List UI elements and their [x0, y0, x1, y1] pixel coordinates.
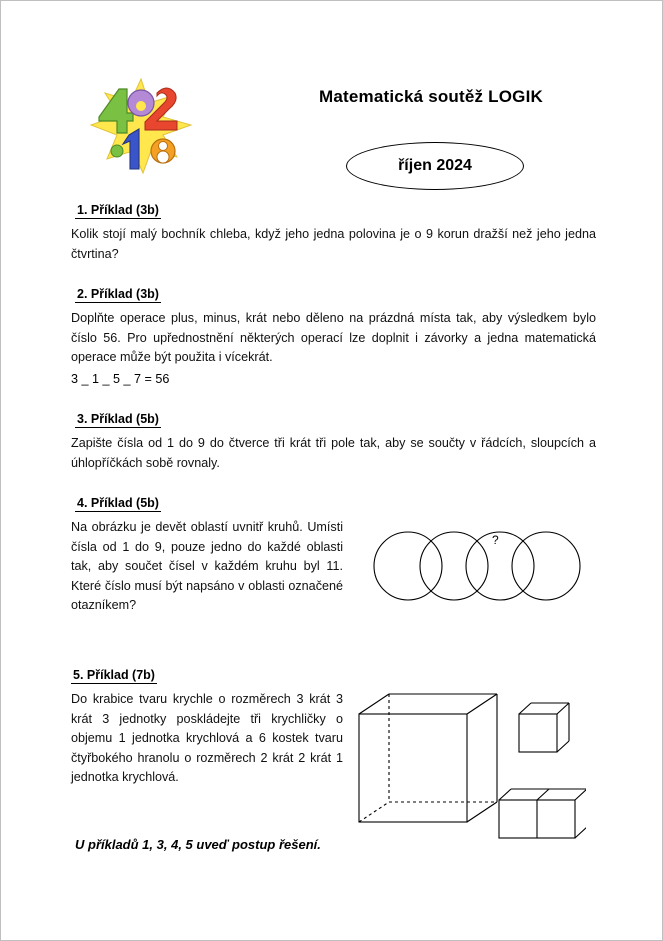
problem-2-text: Doplňte operace plus, minus, krát nebo děleno na prázdná místa tak, aby výsledkem bylo číslo 56. Pro upřednostnění některých operací lze doplnit i závorky a jedna matematická operace může být použita i vícekrát. [71, 311, 596, 365]
date-badge: říjen 2024 [346, 142, 524, 190]
problem-4 [71, 494, 596, 629]
footer-note: U příkladů 1, 3, 4, 5 uveď postup řešení. [75, 837, 321, 852]
problem-4-text: Na obrázku je devět oblastí uvnitř kruhů. Umísti čísla od 1 do 9, pouze jedno do každé oblasti tak, aby součet čísel v každém kruhu byl 11. Které číslo musí být napsáno v oblasti označené otazníkem? [71, 520, 343, 613]
problem-5-heading: 5. Příklad (7b) [73, 668, 155, 683]
problem-1 [71, 201, 596, 264]
page-title: Matematická soutěž LOGIK [319, 87, 543, 106]
problems-container [71, 201, 596, 859]
problem-4-heading: 4. Příklad (5b) [77, 496, 159, 511]
document-header [71, 63, 601, 193]
problem-3-heading: 3. Příklad (5b) [77, 412, 159, 427]
logik-numbers-logo [79, 73, 204, 178]
problem-3 [71, 410, 596, 473]
problem-3-text: Zapište čísla od 1 do 9 do čtverce tři krát tři pole tak, aby se součty v řádcích, sloupcích a úhlopříčkách sobě rovnaly. [71, 436, 596, 470]
problem-1-text: Kolik stojí malý bochník chleba, když jeho jedna polovina je o 9 korun dražší než jeho jedna čtvrtina? [71, 227, 596, 261]
problem-2 [71, 285, 596, 389]
problem-2-heading: 2. Příklad (3b) [77, 287, 159, 302]
cube-figure [351, 688, 586, 858]
circles-question-mark: ? [492, 533, 499, 548]
circles-figure [366, 514, 596, 619]
problem-5-text: Do krabice tvaru krychle o rozměrech 3 krát 3 krát 3 jednotky poskládejte tři krychličky o objemu 1 jednotka krychlová a 6 kostek tvaru čtyřbokého hranolu o rozměrech 2 krát 2 krát 1 jednotka krychlová. [71, 692, 343, 785]
problem-2-equation: 3 _ 1 _ 5 _ 7 = 56 [71, 371, 170, 386]
problem-1-heading: 1. Příklad (3b) [77, 203, 159, 217]
problem-5 [71, 666, 596, 856]
